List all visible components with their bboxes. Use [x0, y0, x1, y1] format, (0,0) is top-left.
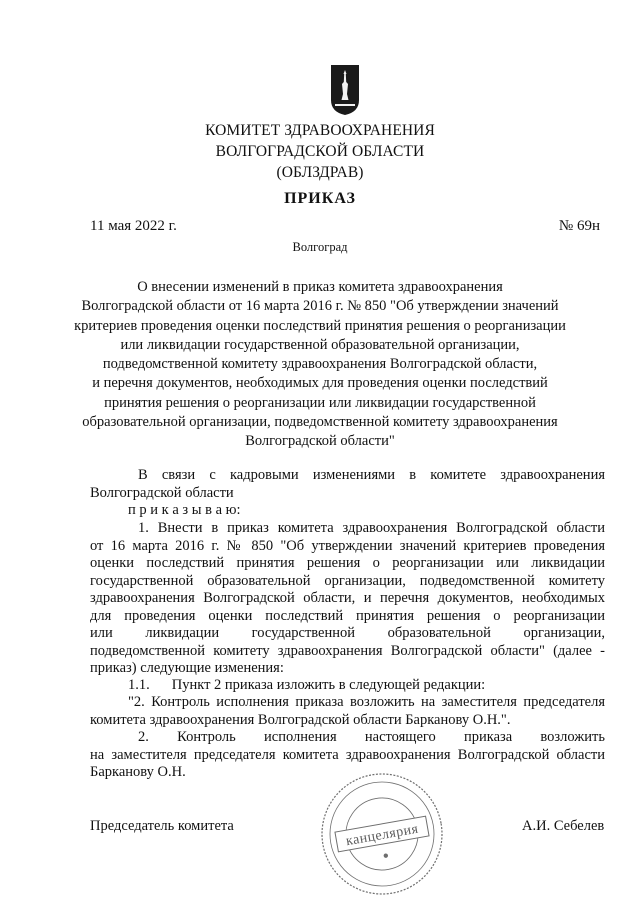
subject-line: или ликвидации государственной образовательной организации,: [120, 336, 520, 353]
coat-of-arms-icon: [330, 64, 360, 116]
body-line: комитета здравоохранения Волгоградской области Барканову О.Н.".: [90, 711, 511, 728]
order-word-text: п р и к а з ы в а ю:: [128, 502, 241, 518]
organization-name: [0, 120, 640, 183]
subject-line: подведомственной комитету здравоохранения Волгоградской области,: [102, 356, 538, 373]
stamp-text: канцелярия: [344, 821, 420, 850]
body-line: приказ) следующие изменения:: [90, 660, 284, 676]
signatory-name: А.И. Себелев: [522, 818, 605, 834]
body-line: 2. Контроль исполнения настоящего приказа возложить: [138, 729, 605, 745]
body-line: здравоохранения Волгоградской области, и перечня документов, необходимых: [90, 590, 605, 606]
item-1: [90, 520, 605, 678]
body-line: Барканову О.Н.: [90, 764, 186, 780]
subject-line: критериев проведения оценки последствий принятия решения о реорганизации: [74, 317, 566, 334]
subject-line: принятия решения о реорганизации или ликвидации государственной: [104, 394, 536, 411]
subject-line: и перечня документов, необходимых для проведения оценки последствий: [92, 375, 548, 392]
org-line-1: КОМИТЕТ ЗДРАВООХРАНЕНИЯ: [205, 122, 435, 139]
item-1-1-number: 1.1.: [128, 677, 150, 693]
document-date: 11 мая 2022 г.: [90, 218, 177, 234]
document-subject: [0, 278, 640, 452]
subject-line: Волгоградской области": [245, 433, 395, 450]
body-line: от 16 марта 2016 г. № 850 "Об утверждении значений критериев проведения: [90, 537, 605, 554]
item-1-1: [90, 677, 605, 695]
subject-line: Волгоградской области от 16 марта 2016 г. № 850 "Об утверждении значений: [81, 298, 559, 315]
document-title: ПРИКАЗ: [284, 190, 356, 207]
body-line: или ликвидации государственной образовательной организации,: [90, 625, 605, 641]
signatory-position: Председатель комитета: [90, 818, 234, 834]
body-line: оценки последствий принятия решения о реорганизации или ликвидации: [90, 555, 605, 571]
body-line: на заместителя председателя комитета здравоохранения Волгоградской области: [90, 746, 605, 763]
body-line: подведомственной комитету здравоохранения Волгоградской области" (далее -: [90, 642, 605, 659]
subject-line: образовательной организации, подведомственной комитету здравоохранения: [82, 414, 558, 431]
org-line-2: ВОЛГОГРАДСКОЙ ОБЛАСТИ: [215, 143, 425, 160]
org-line-3: (ОБЛЗДРАВ): [276, 164, 364, 181]
order-word: [90, 502, 605, 520]
body-line: В связи с кадровыми изменениями в комитете здравоохранения: [138, 467, 605, 483]
body-intro: [90, 467, 605, 502]
body-line: Волгоградской области: [90, 484, 234, 501]
item-1-1-text: Пункт 2 приказа изложить в следующей редакции:: [171, 677, 486, 693]
office-stamp-icon: [318, 770, 446, 898]
document-number: № 69н: [558, 218, 600, 234]
document-city: Волгоград: [292, 240, 348, 254]
body-line: государственной образовательной организации, подведомственной комитету: [90, 572, 605, 589]
quoted-item: [90, 694, 605, 729]
subject-line: О внесении изменений в приказ комитета здравоохранения: [137, 279, 503, 295]
body-line: 1. Внести в приказ комитета здравоохранения Волгоградской области: [138, 520, 605, 536]
body-line: для проведения оценки последствий принятия решения о реорганизации: [90, 607, 605, 624]
body-line: "2. Контроль исполнения приказа возложить на заместителя председателя: [128, 694, 605, 710]
